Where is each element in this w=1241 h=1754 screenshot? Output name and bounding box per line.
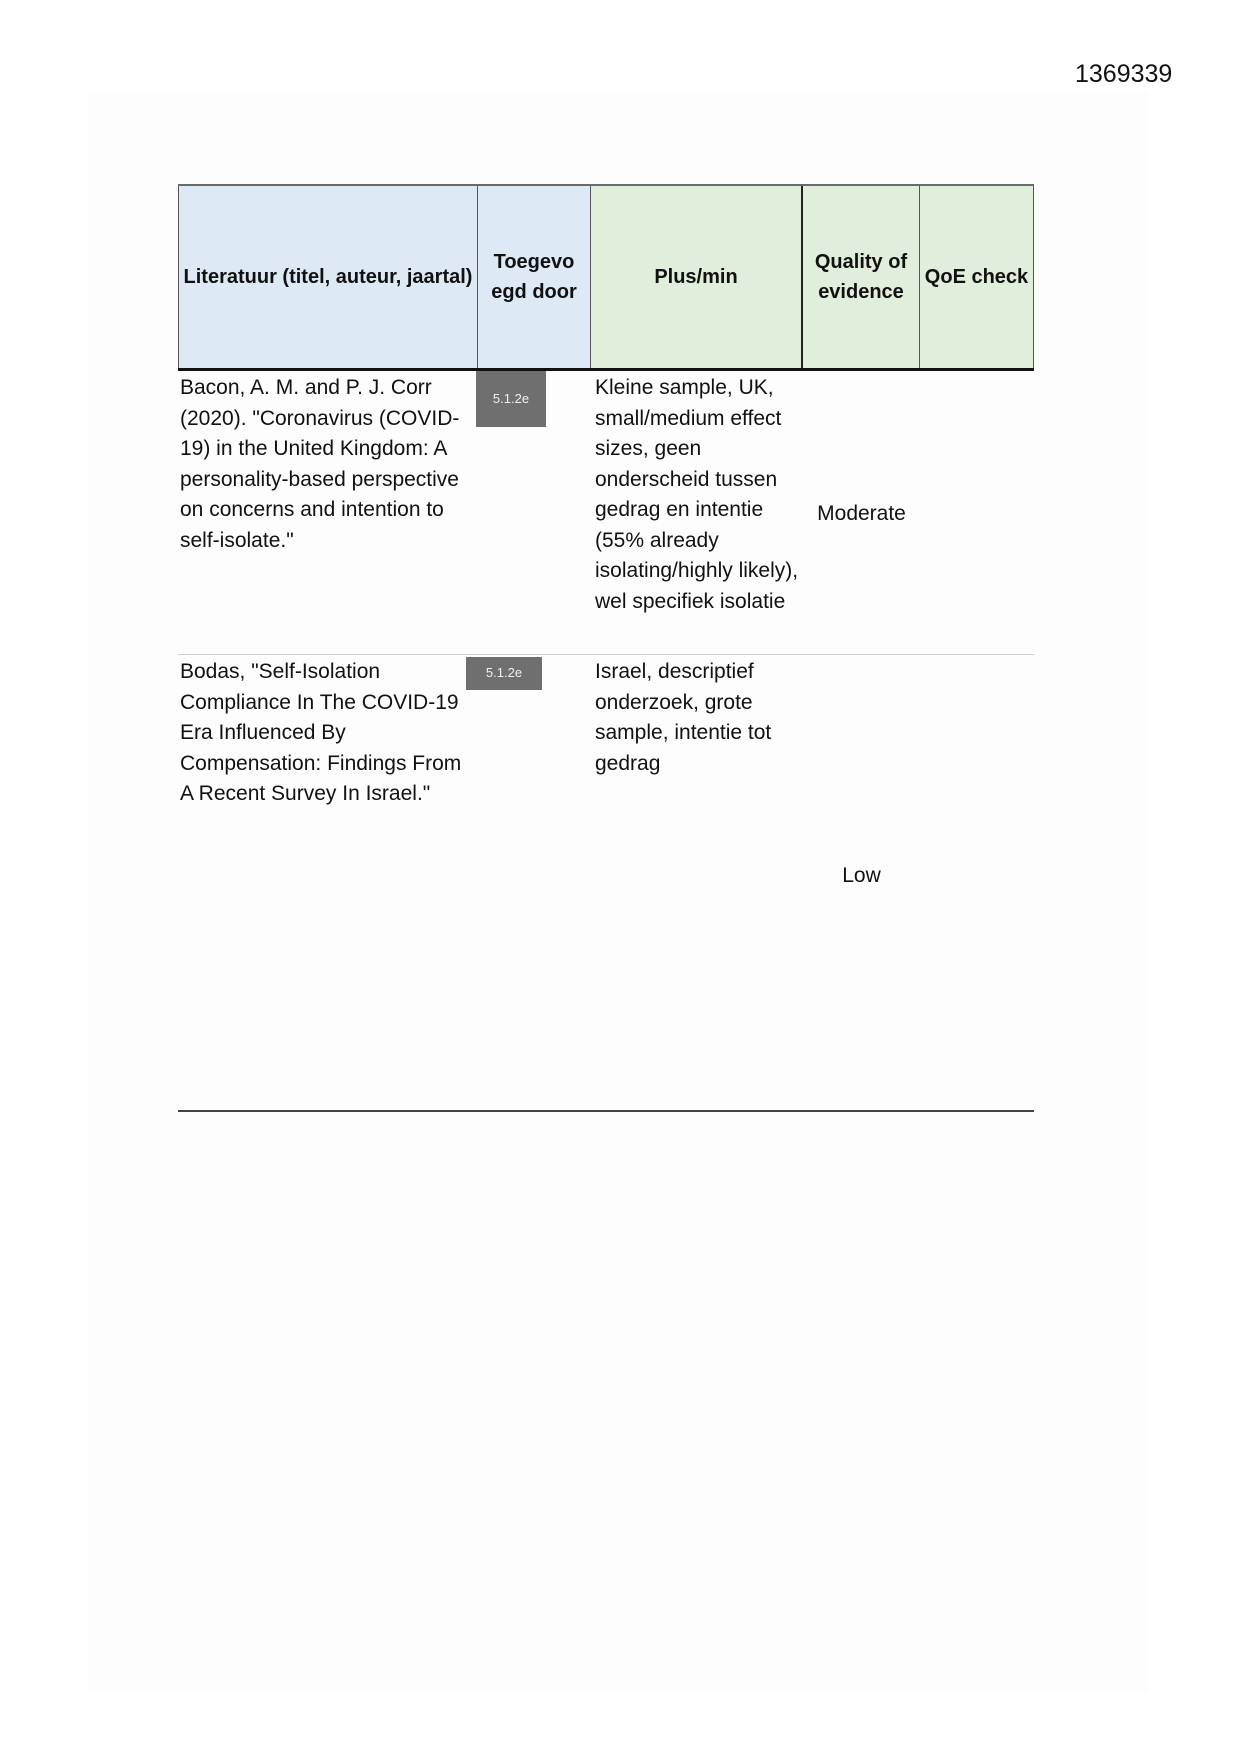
cell-added-by bbox=[478, 655, 591, 1110]
cell-plus-min: Kleine sample, UK, small/medium effect sizes, geen onderscheid tussen gedrag en intentie (55% already isolating/highly likely), wel specifiek isolatie bbox=[595, 376, 799, 613]
redaction-box: 5.1.2e bbox=[466, 657, 542, 690]
cell-qoe-check bbox=[920, 371, 1034, 654]
table-row bbox=[178, 655, 1034, 1112]
quality-value: Moderate bbox=[817, 502, 906, 525]
cell-quality-of-evidence bbox=[803, 371, 920, 654]
header-added-by-label: Toegevoegd door bbox=[491, 251, 577, 303]
table-header bbox=[178, 184, 1034, 371]
header-literature: Literatuur (titel, auteur, jaartal) bbox=[178, 186, 478, 368]
header-plus-min: Plus/min bbox=[591, 186, 803, 368]
cell-quality-of-evidence bbox=[803, 655, 920, 1110]
header-qoe-check: QoE check bbox=[920, 186, 1034, 368]
document-number: 1369339 bbox=[1075, 60, 1173, 88]
header-quality-of-evidence: Quality of evidence bbox=[803, 186, 920, 368]
header-added-by bbox=[478, 186, 591, 368]
cell-added-by bbox=[478, 371, 591, 654]
cell-plus-min: Israel, descriptief onderzoek, grote sample, intentie tot gedrag bbox=[595, 660, 772, 775]
table-row bbox=[178, 371, 1034, 655]
redaction-box: 5.1.2e bbox=[476, 371, 546, 427]
cell-literature: Bodas, "Self-Isolation Compliance In The COVID-19 Era Influenced By Compensation: Findings From A Recent Survey In Israel." bbox=[180, 660, 462, 805]
quality-value: Low bbox=[842, 864, 881, 887]
cell-qoe-check bbox=[920, 655, 1034, 1110]
cell-literature: Bacon, A. M. and P. J. Corr (2020). "Coronavirus (COVID-19) in the United Kingdom: A personality-based perspective on concerns and intention to self-isolate." bbox=[180, 376, 460, 552]
literature-table bbox=[178, 184, 1034, 1112]
